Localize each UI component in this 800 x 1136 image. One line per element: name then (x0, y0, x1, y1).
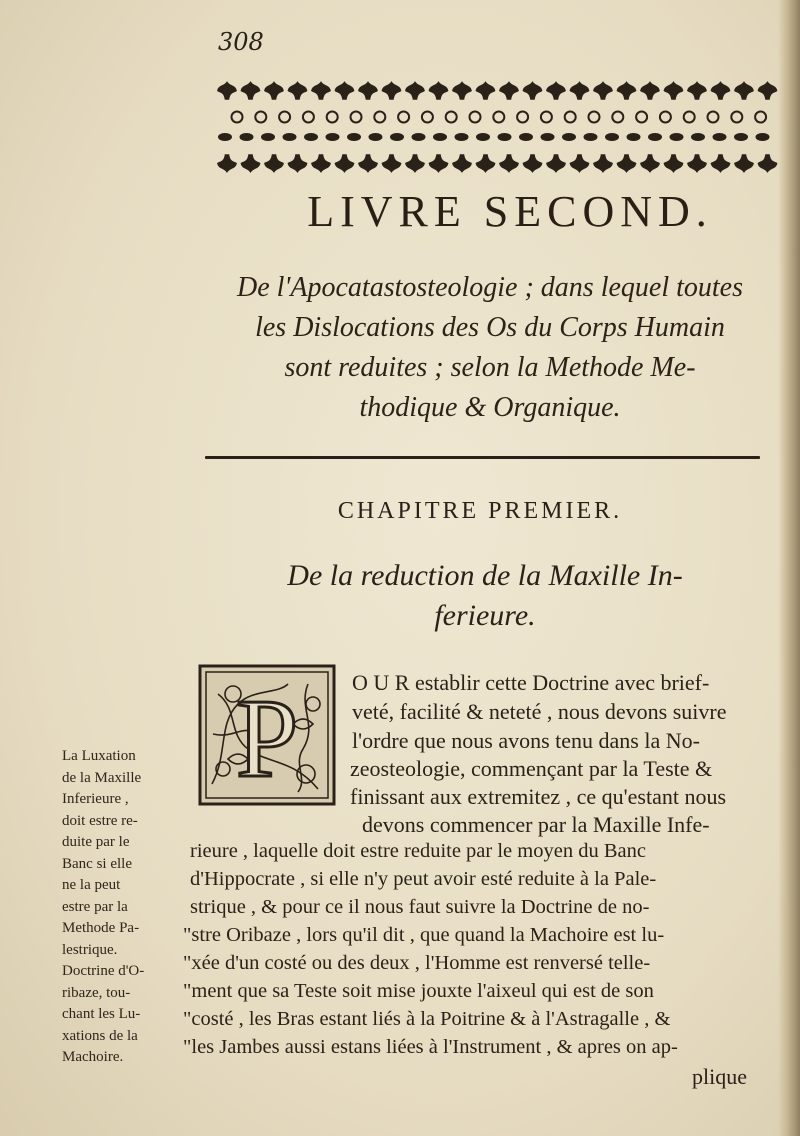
subtitle-line: les Dislocations des Os du Corps Humain (255, 312, 725, 343)
page-number: 308 (218, 28, 264, 56)
margin-note-line: ribaze, tou- (62, 984, 131, 1001)
book-title: LIVRE SECOND. (307, 187, 713, 236)
margin-note-line: Doctrine d'O- (62, 963, 145, 979)
subtitle-line: thodique & Organique. (359, 392, 621, 423)
catchword: plique (692, 1064, 747, 1089)
chapter-subtitle (205, 556, 765, 636)
margin-note-line: Methode Pa- (62, 920, 140, 936)
book-subtitle (200, 268, 780, 428)
margin-note-line: duite par le (62, 834, 130, 850)
margin-note-line: chant les Lu- (62, 1006, 141, 1022)
margin-note-line: xations de la (62, 1027, 138, 1044)
drop-cap-initial (198, 664, 336, 806)
body-line: strique , & pour ce il nous faut suivre la Doctrine de no- (190, 896, 650, 918)
body-line: "stre Oribaze , lors qu'il dit , que quand la Machoire est lu- (183, 924, 665, 946)
margin-note-line: ne la peut (62, 877, 121, 893)
body-line: "costé , les Bras estant liés à la Poitrine & à l'Astragalle , & (183, 1008, 671, 1030)
body-line: "les Jambes aussi estans liées à l'Instrument , & apres on ap- (183, 1036, 678, 1058)
margin-note-line: doit estre re- (62, 812, 138, 829)
fleuron-ornament-band (215, 75, 780, 180)
subtitle-line: De l'Apocatastosteologie ; dans lequel toutes (236, 272, 743, 303)
margin-note-line: Machoire. (62, 1049, 124, 1065)
margin-note-line: de la Maxille (62, 769, 142, 786)
margin-note-line: La Luxation (62, 748, 136, 764)
body-line: l'ordre que nous avons tenu dans la No- (352, 728, 700, 753)
subtitle-line: sont reduites ; selon la Methode Me- (284, 352, 696, 383)
body-line: rieure , laquelle doit estre reduite par le moyen du Banc (190, 840, 646, 862)
chapter-subtitle-line: De la reduction de la Maxille In- (287, 559, 683, 592)
body-line: "ment que sa Teste soit mise jouxte l'aixeul qui est de son (183, 980, 654, 1002)
body-line: zeosteologie, commençant par la Teste & (350, 756, 713, 781)
drop-cap-letter: P (235, 677, 299, 801)
body-line: finissant aux extremitez , ce qu'estant nous (350, 784, 727, 809)
book-spine-shadow (778, 0, 800, 1136)
margin-note-line: estre par la (62, 898, 128, 915)
body-line: "xée d'un costé ou des deux , l'Homme est renversé telle- (183, 952, 651, 974)
margin-note-line: lestrique. (62, 941, 118, 958)
margin-note (62, 746, 184, 1069)
margin-note-line: Banc si elle (62, 855, 132, 872)
chapter-subtitle-line: ferieure. (434, 599, 536, 632)
chapter-title: CHAPITRE PREMIER. (337, 498, 623, 524)
body-line: d'Hippocrate , si elle n'y peut avoir esté reduite à la Pale- (190, 868, 657, 890)
body-line: devons commencer par la Maxille Infe- (362, 812, 710, 837)
body-line: veté, facilité & neteté , nous devons suivre (352, 699, 727, 724)
body-line: O U R establir cette Doctrine avec brief- (352, 670, 710, 695)
margin-note-line: Inferieure , (62, 791, 129, 807)
section-rule (205, 456, 760, 459)
